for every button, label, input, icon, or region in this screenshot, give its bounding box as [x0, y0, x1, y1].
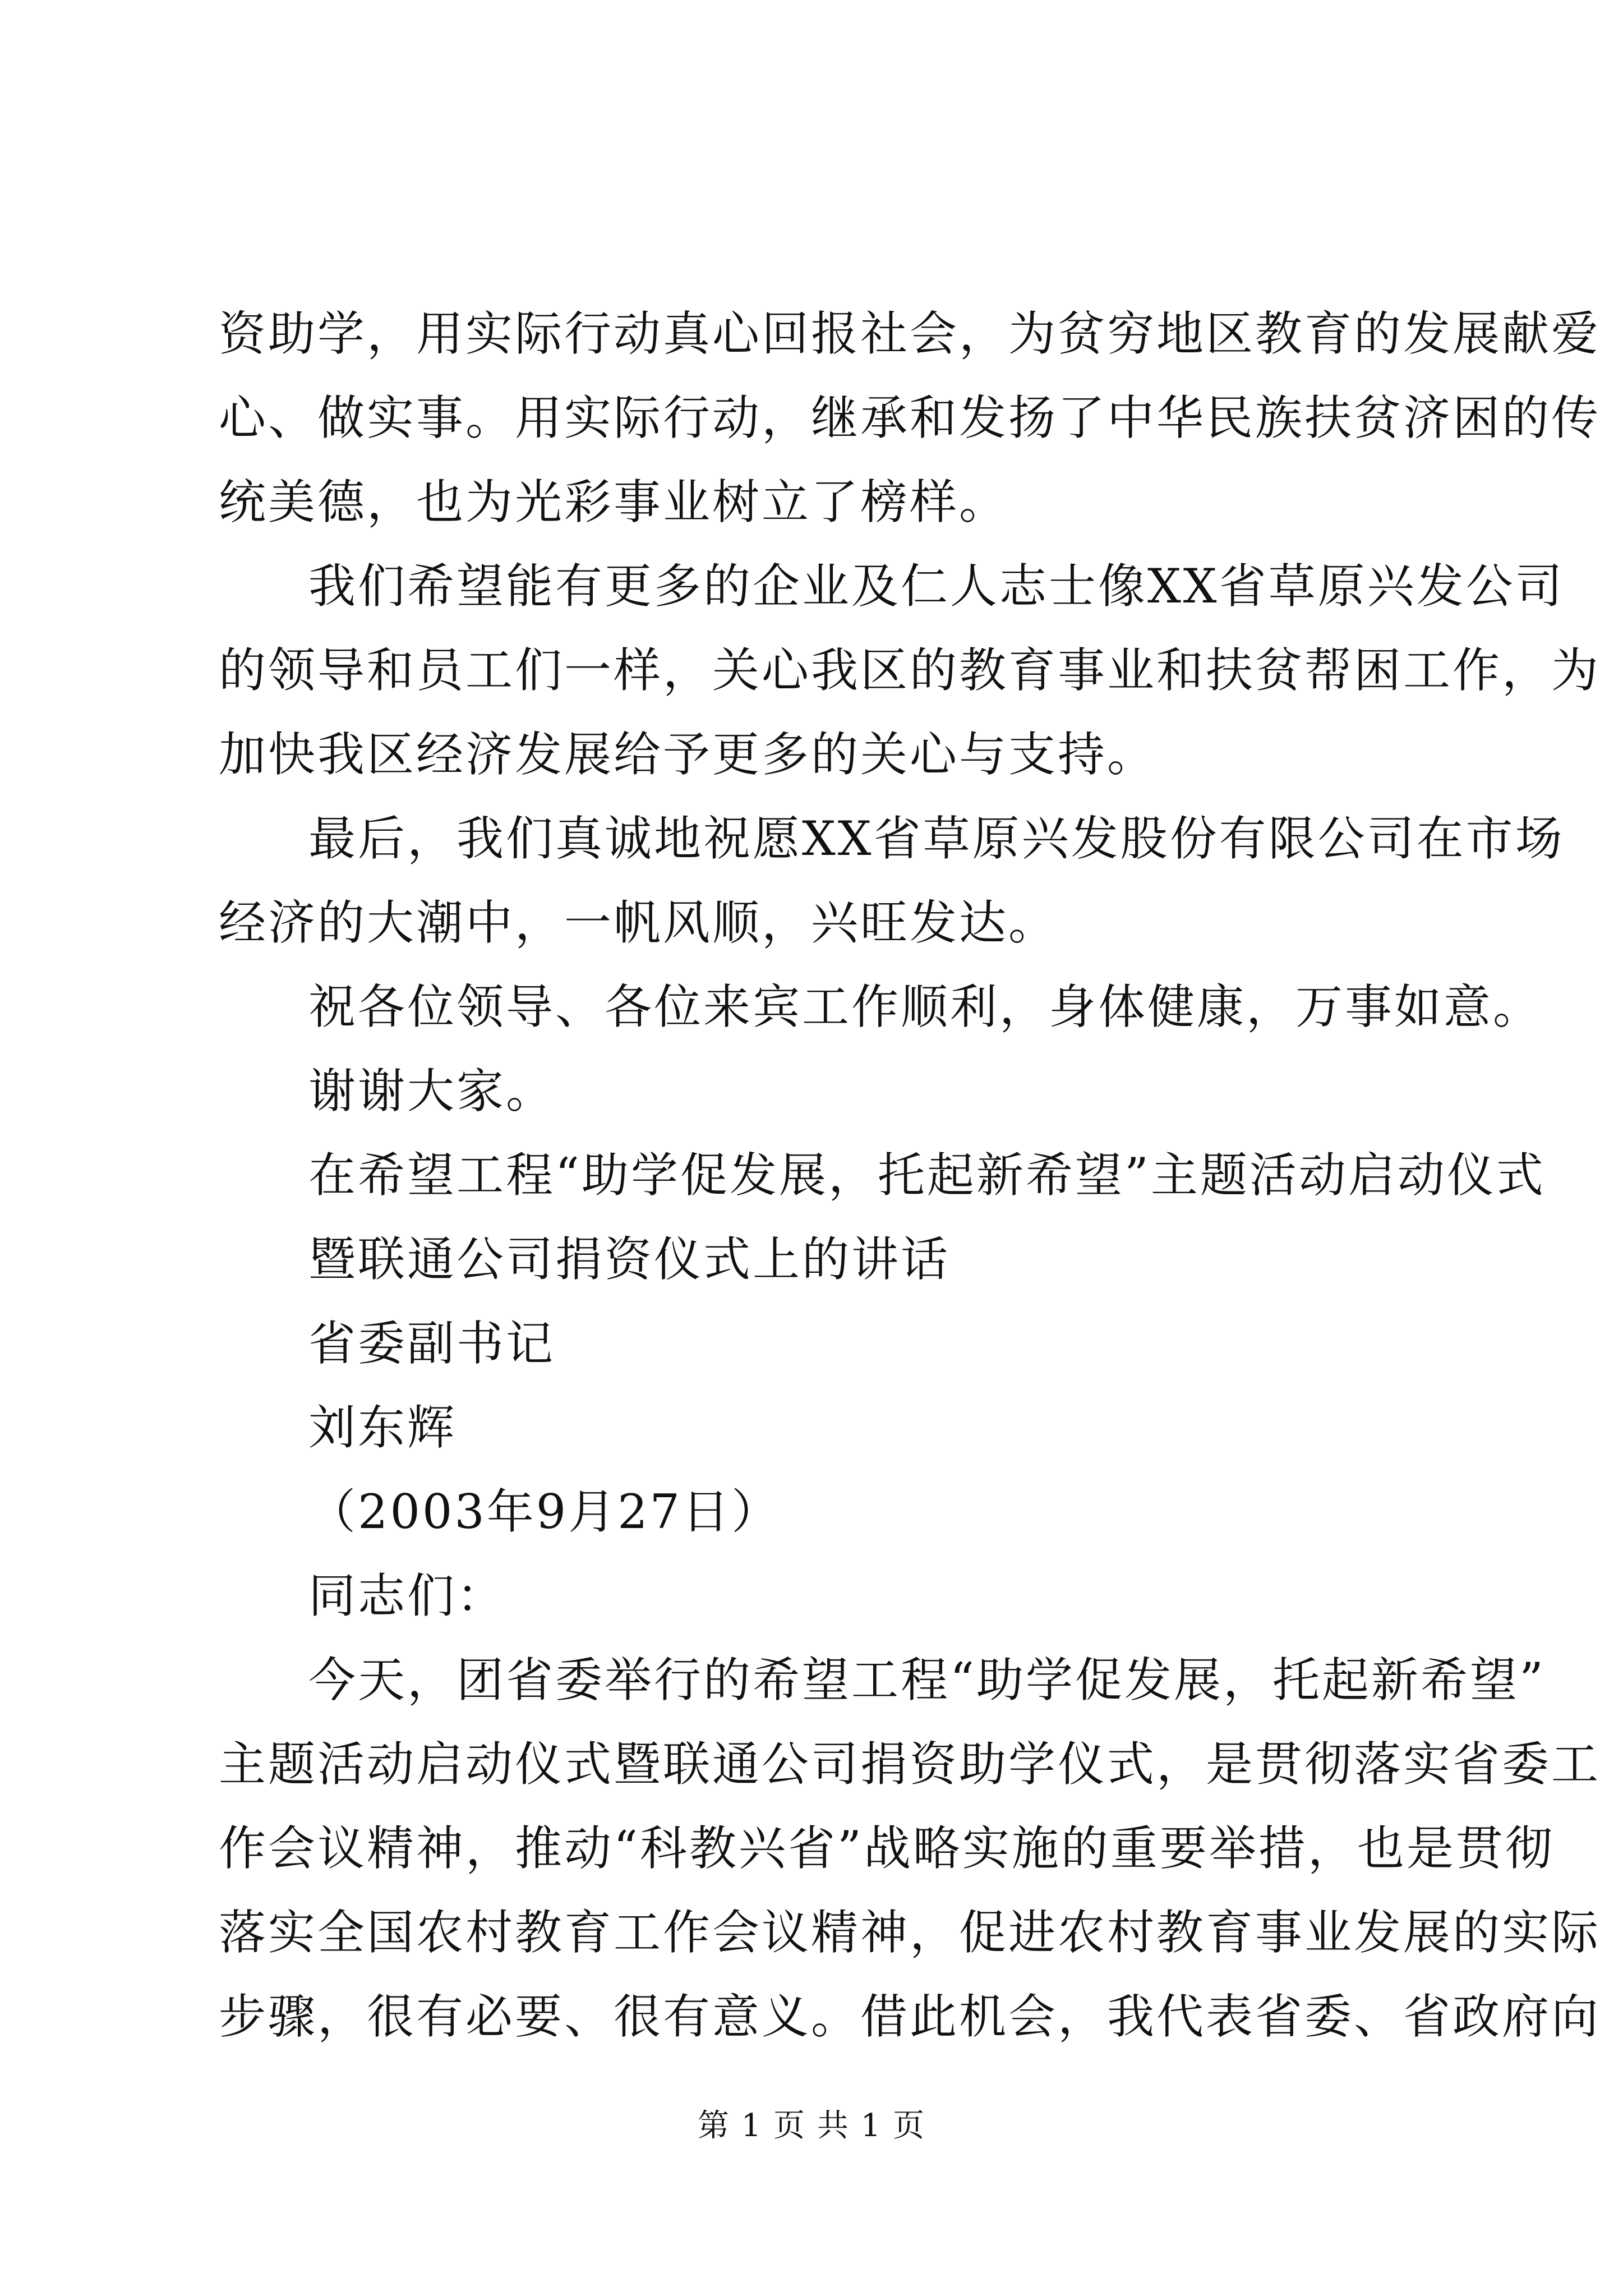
text-line-19: 作会议精神，推动“科教兴省”战略实施的重要举措，也是贯彻: [219, 1821, 1555, 1876]
document-body: [219, 292, 1601, 2059]
text-line-10: 谢谢大家。: [308, 1064, 556, 1119]
speaker-name: 刘东辉: [308, 1400, 457, 1455]
text-line-20: 落实全国农村教育工作会议精神，促进农村教育事业发展的实际: [219, 1905, 1601, 1960]
text-line-9: 祝各位领导、各位来宾工作顺利，身体健康，万事如意。: [308, 979, 1543, 1034]
text-line-7: 最后，我们真诚地祝愿XX省草原兴发股份有限公司在市场: [308, 811, 1565, 866]
text-line-6: 加快我区经济发展给予更多的关心与支持。: [219, 727, 1157, 782]
speech-title-line-2: 暨联通公司捐资仪式上的讲话: [308, 1232, 951, 1287]
page-number-footer: 第 1 页 共 1 页: [697, 2108, 926, 2144]
text-line-2: 心、做实事。用实际行动，继承和发扬了中华民族扶贫济困的传: [219, 390, 1601, 445]
text-line-4: 我们希望能有更多的企业及仁人志士像XX省草原兴发公司: [308, 559, 1565, 614]
text-line-3: 统美德，也为光彩事业树立了榜样。: [219, 475, 1009, 530]
text-line-1: 资助学，用实际行动真心回报社会，为贫穷地区教育的发展献爱: [219, 306, 1601, 361]
text-line-21: 步骤，很有必要、很有意义。借此机会，我代表省委、省政府向: [219, 1989, 1601, 2044]
speech-date: （2003年9月27日）: [308, 1484, 781, 1539]
text-line-5: 的领导和员工们一样，关心我区的教育事业和扶贫帮困工作，为: [219, 643, 1601, 698]
text-line-17: 今天，团省委举行的希望工程“助学促发展，托起新希望”: [308, 1653, 1546, 1708]
text-line-8: 经济的大潮中，一帆风顺，兴旺发达。: [219, 895, 1058, 950]
speaker-position: 省委副书记: [308, 1316, 556, 1371]
speech-title-line-1: 在希望工程“助学促发展，托起新希望”主题活动启动仪式: [308, 1148, 1546, 1203]
salutation: 同志们：: [308, 1568, 506, 1623]
text-line-18: 主题活动启动仪式暨联通公司捐资助学仪式，是贯彻落实省委工: [219, 1737, 1601, 1792]
